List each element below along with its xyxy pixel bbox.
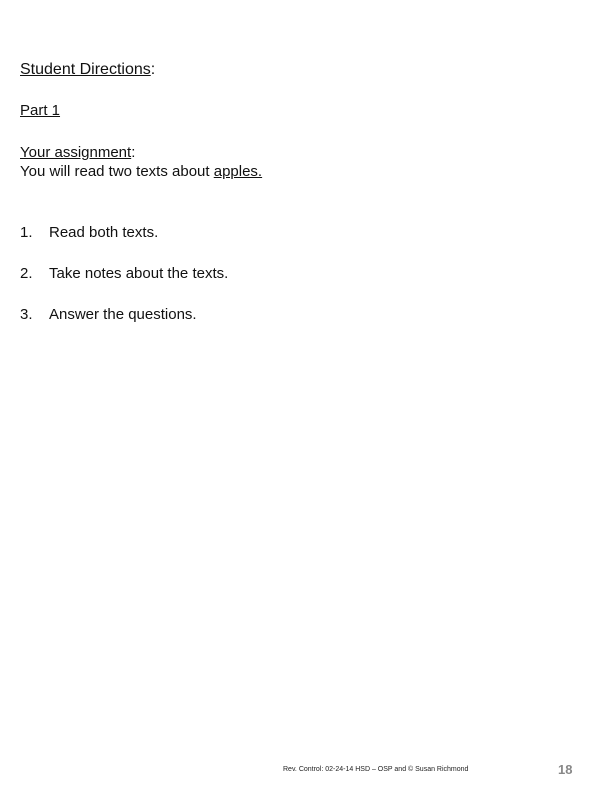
step-item (20, 306, 228, 347)
footer-revision-text: Rev. Control: 02-24-14 HSD – OSP and © Susan Richmond (283, 766, 469, 773)
step-item (20, 265, 228, 306)
assignment-block (20, 143, 262, 181)
directions-heading-label: Student Directions (20, 61, 151, 78)
steps-list (20, 224, 228, 347)
page-number: 18 (558, 762, 573, 777)
assignment-sentence (20, 162, 262, 181)
assignment-sentence-text: You will read two texts about (20, 163, 214, 180)
assignment-heading-label: Your assignment (20, 144, 132, 161)
step-item (20, 224, 228, 265)
step-number: 2. (20, 265, 33, 282)
step-text: Answer the questions. (49, 306, 197, 323)
step-number: 1. (20, 224, 33, 241)
assignment-heading (20, 143, 262, 162)
step-text: Read both texts. (49, 224, 159, 241)
directions-heading (20, 60, 155, 80)
step-number: 3. (20, 306, 33, 323)
directions-heading-colon: : (150, 61, 156, 78)
assignment-heading-colon: : (131, 144, 136, 161)
assignment-topic: apples. (213, 163, 263, 180)
part-label: Part 1 (20, 102, 61, 119)
step-text: Take notes about the texts. (49, 265, 229, 282)
